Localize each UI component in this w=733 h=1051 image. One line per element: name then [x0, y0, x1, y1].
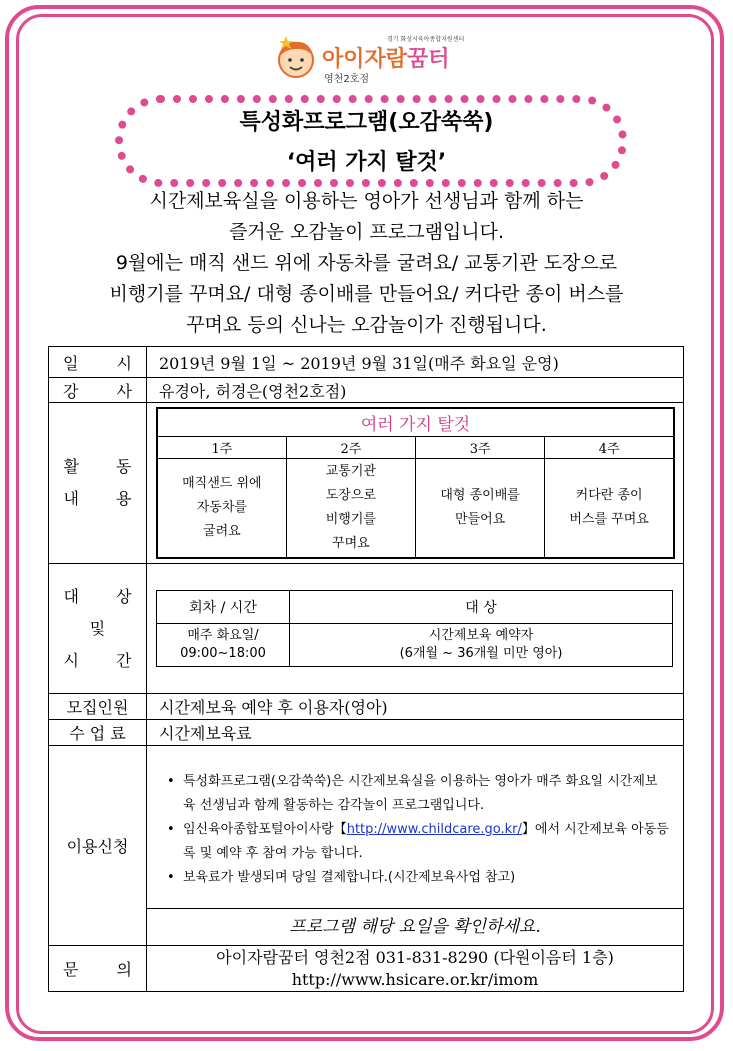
week2-activity: 교통기관 도장으로 비행기를 꾸며요	[286, 459, 415, 559]
page-subtitle: ‘여러 가지 탈것’	[286, 150, 447, 175]
target-label: 대 상 및 시 간	[49, 564, 147, 694]
apply-bullet: • 임신육아종합포털아이사랑【http://www.childcare.go.kr/】에서 시간제보육 아동등록 및 예약 후 참여 가능 합니다.	[167, 818, 669, 866]
schedule-head-target: 대 상	[290, 591, 673, 624]
schedule-target: 시간제보육 예약자 (6개월 ~ 36개월 미만 영아)	[290, 624, 673, 667]
intro-paragraph	[30, 186, 703, 341]
childcare-link[interactable]: http://www.childcare.go.kr/	[346, 822, 522, 837]
logo-branch: 영천2호점	[324, 74, 370, 85]
week1-activity: 매직샌드 위에 자동차를 굴려요	[157, 459, 286, 559]
target-cell	[147, 564, 684, 694]
activity-table-title: 여러 가지 탈것	[157, 408, 674, 437]
week-header: 2주	[286, 437, 415, 459]
fee-row	[49, 720, 684, 746]
intro-line: 꾸며요 등의 신나는 오감놀이가 진행됩니다.	[186, 314, 547, 336]
schedule-note: 프로그램 해당 요일을 확인하세요.	[147, 909, 684, 946]
schedule-time: 매주 화요일/ 09:00~18:00	[157, 624, 290, 667]
apply-bullet: • 보육료가 발생되며 당일 결제합니다.(시간제보육사업 참고)	[167, 866, 669, 890]
apply-label: 이용신청	[49, 746, 147, 946]
activity-label: 활 동 내 용	[49, 403, 147, 564]
contact-url[interactable]: http://www.hsicare.or.kr/imom	[291, 969, 539, 989]
target-row	[49, 564, 684, 694]
week-header: 1주	[157, 437, 286, 459]
apply-details	[147, 746, 684, 909]
apply-bullet: • 특성화프로그램(오감쑥쑥)은 시간제보육실을 이용하는 영아가 매주 화요일 시간제보육 선생님과 함께 활동하는 감각놀이 프로그램입니다.	[167, 770, 669, 818]
fee-value: 시간제보육료	[147, 720, 684, 746]
week-header: 3주	[416, 437, 545, 459]
page-title: 특성화프로그램(오감쑥쑥)	[239, 110, 494, 135]
apply-row	[49, 746, 684, 909]
activity-row	[49, 403, 684, 564]
program-info-table	[48, 346, 684, 992]
intro-line: 시간제보육실을 이용하는 영아가 선생님과 함께 하는	[149, 190, 584, 212]
instructor-value: 유경아, 허경은(영천2호점)	[147, 378, 684, 403]
recruit-value: 시간제보육 예약 후 이용자(영아)	[147, 694, 684, 720]
activity-cell	[147, 403, 684, 564]
schedule-table	[156, 590, 673, 667]
date-row	[49, 347, 684, 378]
recruit-label: 모집인원	[49, 694, 147, 720]
logo-wordmark: 아이자람꿈터	[322, 47, 450, 72]
contact-value	[147, 946, 684, 992]
week3-activity: 대형 종이배를 만들어요	[416, 459, 545, 559]
date-label: 일 시	[49, 347, 147, 378]
logo	[272, 30, 492, 88]
logo-org-text: 경기 화성시육아종합지원센터	[387, 36, 465, 43]
week-header: 4주	[545, 437, 674, 459]
contact-address: 아이자람꿈터 영천2점 031-831-8290 (다원이음터 1층)	[216, 947, 614, 967]
schedule-head-time: 회차 / 시간	[157, 591, 290, 624]
child-face-icon	[276, 36, 316, 80]
recruit-row	[49, 694, 684, 720]
contact-row	[49, 946, 684, 992]
intro-line: 즐거운 오감놀이 프로그램입니다.	[228, 221, 505, 243]
date-value: 2019년 9월 1일 ~ 2019년 9월 31일(매주 화요일 운영)	[147, 347, 684, 378]
week4-activity: 커다란 종이 버스를 꾸며요	[545, 459, 674, 559]
intro-line: 비행기를 꾸며요/ 대형 종이배를 만들어요/ 커다란 종이 버스를	[109, 283, 624, 305]
instructor-label: 강 사	[49, 378, 147, 403]
fee-label: 수 업 료	[49, 720, 147, 746]
contact-label: 문 의	[49, 946, 147, 992]
intro-line: 9월에는 매직 샌드 위에 자동차를 굴려요/ 교통기관 도장으로	[115, 252, 618, 274]
instructor-row	[49, 378, 684, 403]
activity-table	[156, 407, 675, 559]
